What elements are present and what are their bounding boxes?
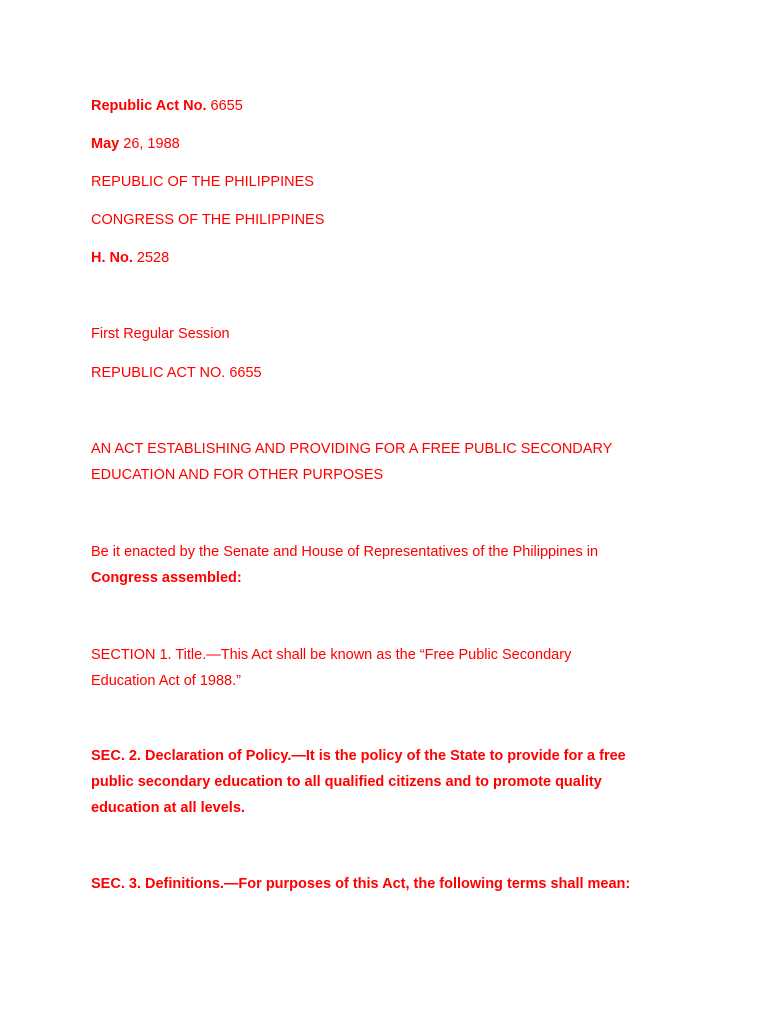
section-2-line-3: education at all levels. <box>91 800 245 816</box>
enacting-clause-line-1: Be it enacted by the Senate and House of Representatives of the Philippines in <box>91 544 599 560</box>
date-value: 26, 1988 <box>123 136 180 152</box>
section-2-line-2: public secondary education to all qualified citizens and to promote quality <box>91 774 602 790</box>
enacting-clause-line-2: Congress assembled: <box>91 570 242 586</box>
house-label: H. No. <box>91 250 133 266</box>
date-line <box>91 131 671 157</box>
section-2-line-1: SEC. 2. Declaration of Policy.—It is the policy of the State to provide for a free <box>91 748 626 764</box>
session-line: First Regular Session <box>91 326 230 342</box>
act-title-line-2: EDUCATION AND FOR OTHER PURPOSES <box>91 467 384 483</box>
house-number: 2528 <box>136 250 170 266</box>
act-number: 6655 <box>210 98 243 114</box>
act-title-line-1: AN ACT ESTABLISHING AND PROVIDING FOR A FREE PUBLIC SECONDARY <box>91 441 613 457</box>
congress-line: CONGRESS OF THE PHILIPPINES <box>91 212 325 228</box>
date-label: May <box>91 136 120 152</box>
republic-line: REPUBLIC OF THE PHILIPPINES <box>91 174 314 190</box>
house-number-line <box>91 245 671 271</box>
act-heading: REPUBLIC ACT NO. 6655 <box>91 365 262 381</box>
section-1-line-1: SECTION 1. Title.—This Act shall be known as the “Free Public Secondary <box>91 647 572 663</box>
act-number-line <box>91 93 671 119</box>
act-label: Republic Act No. <box>91 98 207 114</box>
section-3-line-1: SEC. 3. Definitions.—For purposes of this Act, the following terms shall mean: <box>91 876 631 892</box>
section-1-line-2: Education Act of 1988.” <box>91 673 241 689</box>
